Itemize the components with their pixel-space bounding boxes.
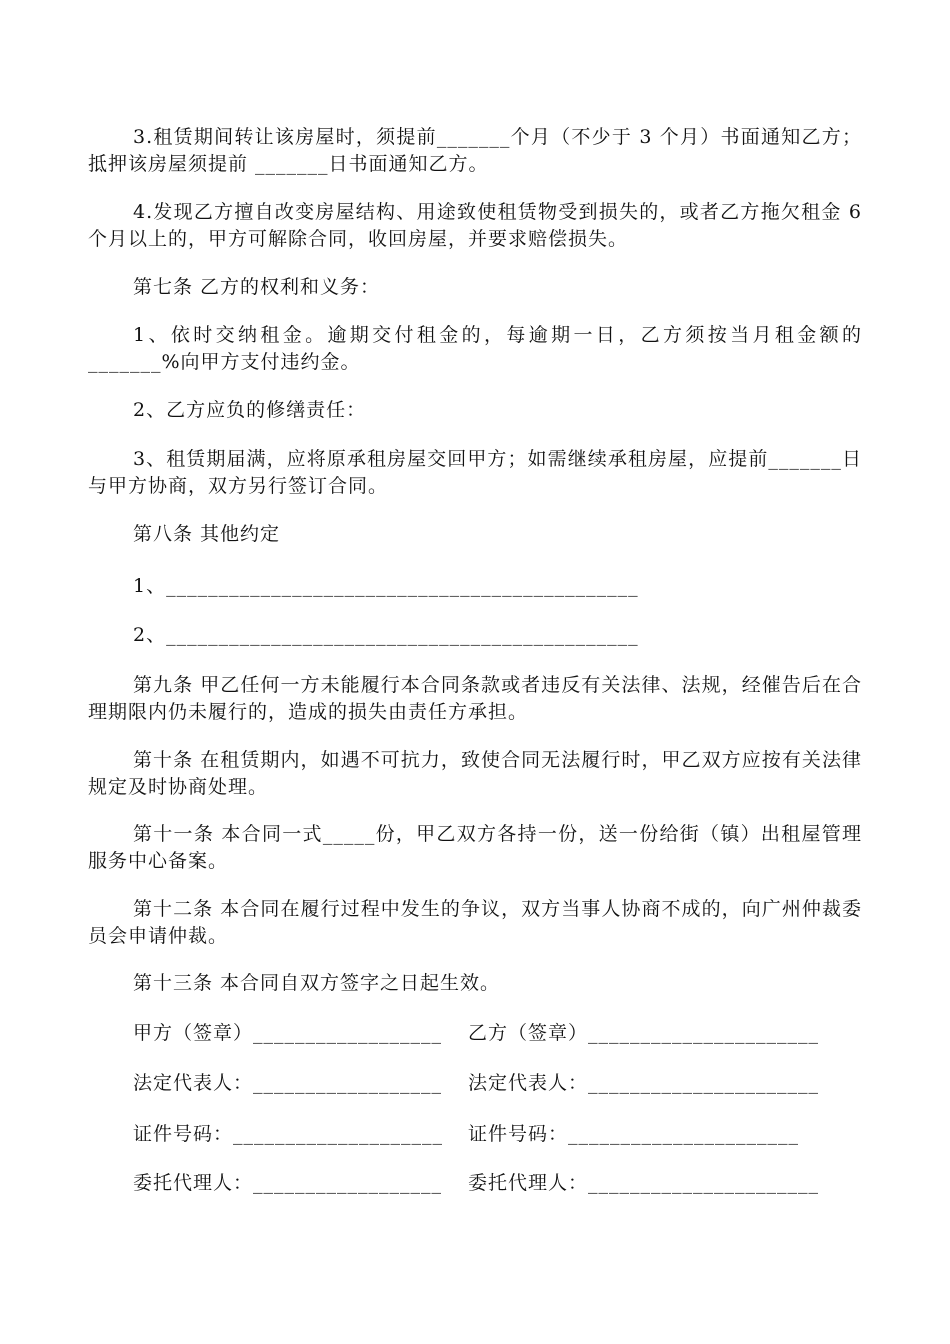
clause-8-heading: 第八条 其他约定 — [133, 523, 281, 545]
party-a-signature: 甲方（签章）__________________ — [133, 1022, 443, 1044]
party-a-legal-representative: 法定代表人：__________________ — [133, 1072, 443, 1094]
party-b-agent: 委托代理人：______________________ — [468, 1172, 820, 1194]
clause-6-item-3: 3.租赁期间转让该房屋时，须提前_______个月（不少于 3 个月）书面通知乙方；抵押该房屋须提前 _______日书面通知乙方。 — [88, 126, 862, 175]
clause-10: 第十条 在租赁期内，如遇不可抗力，致使合同无法履行时，甲乙双方应按有关法律规定及时协商处理。 — [88, 749, 862, 798]
party-b-id-number: 证件号码：______________________ — [468, 1123, 800, 1145]
clause-7-item-2: 2、乙方应负的修缮责任： — [133, 399, 367, 421]
party-b-legal-representative: 法定代表人：______________________ — [468, 1072, 820, 1094]
party-a-agent: 委托代理人：__________________ — [133, 1172, 443, 1194]
party-b-signature: 乙方（签章）______________________ — [468, 1022, 820, 1044]
clause-6-item-4: 4.发现乙方擅自改变房屋结构、用途致使租赁物受到损失的，或者乙方拖欠租金 6 个月以上的，甲方可解除合同，收回房屋，并要求赔偿损失。 — [88, 201, 870, 250]
clause-8-item-2: 2、_____________________________________________ — [133, 624, 639, 646]
clause-7-item-1: 1、依时交纳租金。逾期交付租金的，每逾期一日，乙方须按当月租金额的_______%向甲方支付违约金。 — [88, 324, 862, 373]
clause-13: 第十三条 本合同自双方签字之日起生效。 — [133, 972, 501, 994]
clause-12: 第十二条 本合同在履行过程中发生的争议，双方当事人协商不成的，向广州仲裁委员会申请仲裁。 — [88, 898, 862, 947]
clause-8-item-1: 1、_____________________________________________ — [133, 575, 639, 597]
clause-11: 第十一条 本合同一式_____份，甲乙双方各持一份，送一份给街（镇）出租屋管理服务中心备案。 — [88, 823, 862, 872]
party-a-id-number: 证件号码：____________________ — [133, 1123, 444, 1145]
clause-7-heading: 第七条 乙方的权利和义务： — [133, 276, 381, 298]
clause-7-item-3: 3、租赁期届满，应将原承租房屋交回甲方；如需继续承租房屋，应提前_______日与甲方协商，双方另行签订合同。 — [88, 448, 862, 497]
clause-9: 第九条 甲乙任何一方未能履行本合同条款或者违反有关法律、法规，经催告后在合理期限内仍未履行的，造成的损失由责任方承担。 — [88, 674, 862, 723]
